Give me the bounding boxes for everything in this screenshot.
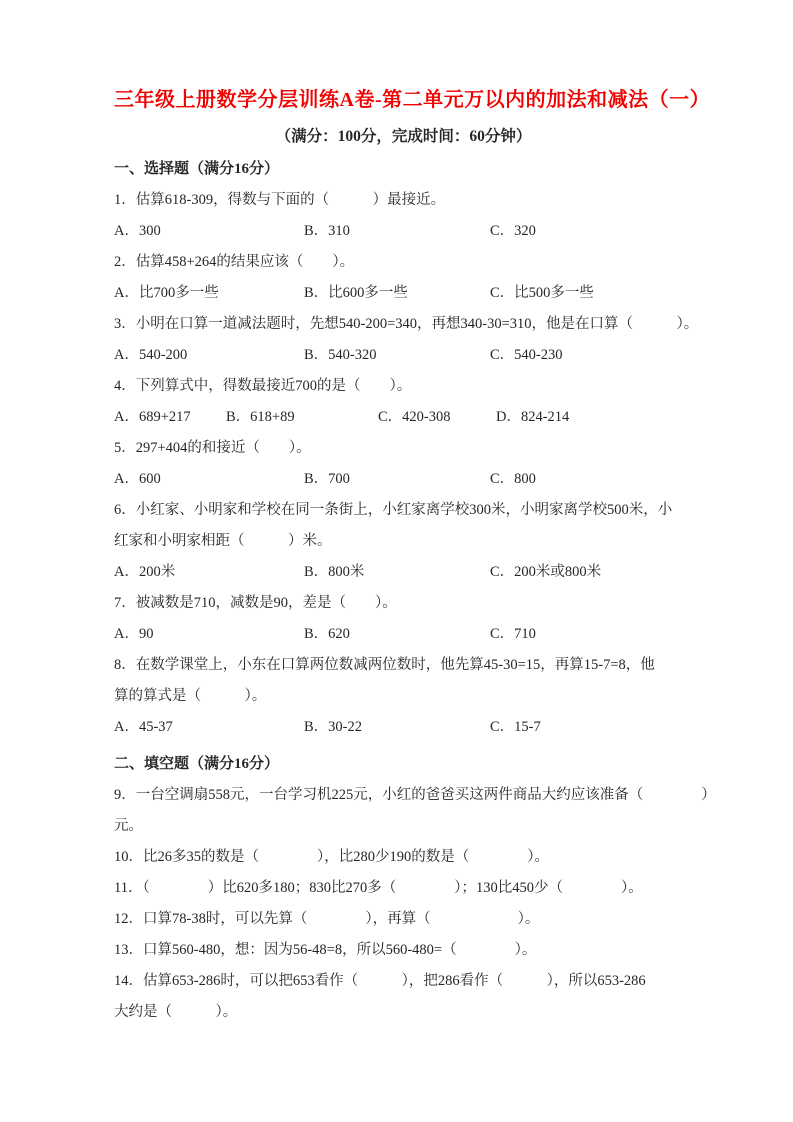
question-1-options xyxy=(114,216,693,247)
question-3-options xyxy=(114,340,693,371)
question-5-stem: 5．297+404的和接近（ ）。 xyxy=(114,440,311,456)
option-c: C．710 xyxy=(490,626,536,642)
option-a: A．600 xyxy=(114,471,161,487)
option-c: C．320 xyxy=(490,223,536,239)
page-subtitle: （满分：100分，完成时间：60分钟） xyxy=(275,128,532,145)
question-11-stem: 11．（ ）比620多180；830比270多（ ）；130比450少（ ）。 xyxy=(114,880,643,896)
option-a: A．90 xyxy=(114,626,154,642)
question-14-stem-line2: 大约是（ ）。 xyxy=(114,1004,238,1020)
question-7-options xyxy=(114,619,693,650)
option-b: B．30-22 xyxy=(304,719,362,735)
question-12-stem: 12．口算78-38时，可以先算（ ），再算（ ）。 xyxy=(114,911,540,927)
question-4-options xyxy=(114,402,693,433)
section-heading-choice: 一、选择题（满分16分） xyxy=(114,161,280,177)
question-6-options xyxy=(114,557,693,588)
option-b: B．620 xyxy=(304,626,350,642)
question-2-options xyxy=(114,278,693,309)
question-14-stem-line1: 14．估算653-286时，可以把653看作（ ），把286看作（ ），所以653-286 xyxy=(114,973,646,989)
option-a: A．45-37 xyxy=(114,719,173,735)
option-b: B．310 xyxy=(304,223,350,239)
option-c: C．200米或800米 xyxy=(490,564,602,580)
question-6-stem-line1: 6．小红家、小明家和学校在同一条街上，小红家离学校300米，小明家离学校500米，小 xyxy=(114,502,673,518)
question-8-options xyxy=(114,712,693,743)
option-a: A．689+217 xyxy=(114,409,191,425)
question-2-stem: 2．估算458+264的结果应该（ ）。 xyxy=(114,254,355,270)
question-4-stem: 4．下列算式中，得数最接近700的是（ ）。 xyxy=(114,378,412,394)
option-b: B．618+89 xyxy=(226,409,295,425)
option-c: C．15-7 xyxy=(490,719,541,735)
section-heading-fill: 二、填空题（满分16分） xyxy=(114,756,280,772)
question-5-options xyxy=(114,464,693,495)
option-d: D．824-214 xyxy=(496,409,570,425)
option-c: C．比500多一些 xyxy=(490,285,594,301)
question-3-stem: 3．小明在口算一道减法题时，先想540-200=340，再想340-30=310，他是在口算（ ）。 xyxy=(114,316,699,332)
option-c: C．420-308 xyxy=(378,409,451,425)
option-c: C．540-230 xyxy=(490,347,563,363)
option-a: A．200米 xyxy=(114,564,176,580)
option-a: A．300 xyxy=(114,223,161,239)
question-13-stem: 13．口算560-480，想：因为56-48=8，所以560-480=（ ）。 xyxy=(114,942,537,958)
option-b: B．800米 xyxy=(304,564,365,580)
option-a: A．540-200 xyxy=(114,347,188,363)
question-9-stem-line1: 9．一台空调扇558元，一台学习机225元，小红的爸爸买这两件商品大约应该准备（ ） xyxy=(114,787,716,803)
option-a: A．比700多一些 xyxy=(114,285,219,301)
question-8-stem-line1: 8．在数学课堂上，小东在口算两位数减两位数时，他先算45-30=15，再算15-7=8，他 xyxy=(114,657,655,673)
question-9-stem-line2: 元。 xyxy=(114,818,143,834)
question-10-stem: 10．比26多35的数是（ ），比280少190的数是（ ）。 xyxy=(114,849,549,865)
option-b: B．540-320 xyxy=(304,347,377,363)
page-title: 三年级上册数学分层训练A卷-第二单元万以内的加法和减法（一） xyxy=(114,89,711,111)
question-6-stem-line2: 红家和小明家相距（ ）米。 xyxy=(114,533,332,549)
question-7-stem: 7．被减数是710，减数是90，差是（ ）。 xyxy=(114,595,397,611)
option-b: B．700 xyxy=(304,471,350,487)
question-1-stem: 1．估算618-309，得数与下面的（ ）最接近。 xyxy=(114,192,446,208)
question-8-stem-line2: 算的算式是（ ）。 xyxy=(114,688,267,704)
option-c: C．800 xyxy=(490,471,536,487)
option-b: B．比600多一些 xyxy=(304,285,408,301)
